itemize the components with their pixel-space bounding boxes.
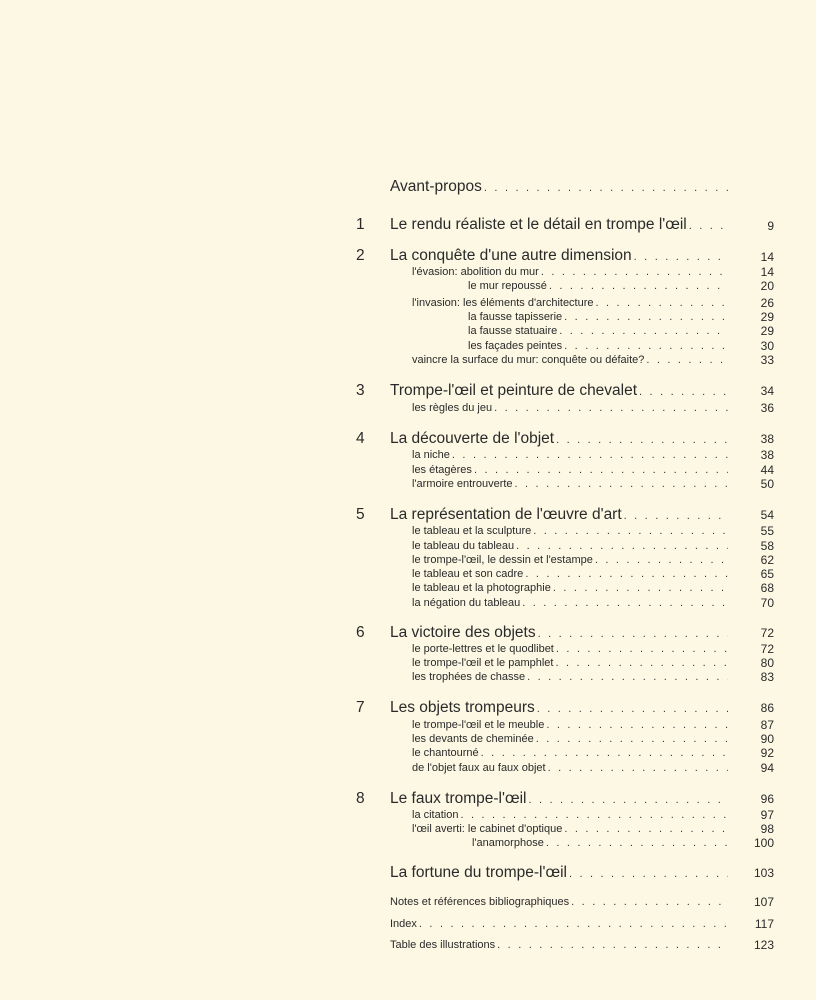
chapter-number: 8 [356, 790, 365, 807]
toc-chapter-4[interactable] [390, 430, 728, 448]
toc-section[interactable]: le trompe-l'œil et le pamphlet . . . [412, 657, 728, 669]
toc-chapter-8[interactable] [390, 790, 728, 808]
page-number: 44 [760, 463, 774, 477]
page-number: 38 [760, 448, 774, 462]
page-number: 50 [760, 477, 774, 491]
toc-section[interactable]: vaincre la surface du mur: conquête ou défaite? . . . [412, 354, 728, 366]
toc-foreword[interactable] [390, 178, 728, 196]
page-number: 14 [760, 265, 774, 279]
toc-section[interactable]: l'invasion: les éléments d'architecture . . . [412, 297, 728, 309]
fortune-title: La fortune du trompe-l'œil [390, 864, 567, 881]
page-number: 80 [760, 656, 774, 670]
page-number: 98 [760, 822, 774, 836]
toc-section[interactable]: le tableau et son cadre . . . [412, 568, 728, 580]
page-number: 14 [760, 250, 774, 264]
toc-section[interactable]: la niche . . . [412, 449, 728, 461]
chapter-title: La conquête d'une autre dimension [390, 247, 632, 264]
page-number: 72 [760, 642, 774, 656]
toc-section[interactable]: de l'objet faux au faux objet . . . [412, 762, 728, 774]
page-number: 72 [760, 626, 774, 640]
page-number: 117 [754, 917, 774, 931]
chapter-number: 1 [356, 216, 365, 233]
toc-section[interactable]: la citation . . . [412, 809, 728, 821]
toc-section[interactable]: les façades peintes . . . [468, 340, 728, 352]
page-number: 36 [760, 401, 774, 415]
toc-index[interactable]: Index . . . [390, 918, 728, 930]
page-number: 54 [760, 508, 774, 522]
toc-section[interactable]: le tableau et la sculpture . . . [412, 525, 728, 537]
chapter-number: 2 [356, 247, 365, 264]
page-number: 34 [760, 384, 774, 398]
chapter-title: Les objets trompeurs [390, 699, 535, 716]
page-number: 20 [760, 279, 774, 293]
page-number: 83 [760, 670, 774, 684]
page-number: 96 [760, 792, 774, 806]
toc-chapter-7[interactable] [390, 699, 728, 717]
page-number: 29 [760, 324, 774, 338]
toc-section[interactable]: les étagères . . . [412, 464, 728, 476]
toc-section[interactable]: la fausse statuaire . . . [468, 325, 728, 337]
toc-section[interactable]: l'armoire entrouverte . . . [412, 478, 728, 490]
toc-illustrations[interactable]: Table des illustrations . . . [390, 939, 728, 951]
page-number: 86 [760, 701, 774, 715]
chapter-title: Le rendu réaliste et le détail en trompe l'œil [390, 216, 687, 233]
toc-chapter-6[interactable] [390, 624, 728, 642]
toc-chapter-3[interactable] [390, 382, 728, 400]
toc-section[interactable]: l'anamorphose . . . [472, 837, 728, 849]
toc-foreword-title: Avant-propos [390, 178, 482, 195]
toc-section[interactable]: les devants de cheminée . . . [412, 733, 728, 745]
toc-section[interactable]: l'œil averti: le cabinet d'optique . . . [412, 823, 728, 835]
chapter-title: Le faux trompe-l'œil [390, 790, 527, 807]
toc-section[interactable]: le tableau du tableau . . . [412, 540, 728, 552]
chapter-number: 4 [356, 430, 365, 447]
page-number: 70 [760, 596, 774, 610]
toc-fortune[interactable] [390, 864, 728, 882]
toc-section[interactable]: la fausse tapisserie . . . [468, 311, 728, 323]
page-number: 26 [760, 296, 774, 310]
page-number: 38 [760, 432, 774, 446]
page-number: 65 [760, 567, 774, 581]
chapter-number: 7 [356, 699, 365, 716]
page-number: 103 [753, 866, 774, 880]
page-number: 100 [753, 836, 774, 850]
page-number: 92 [760, 746, 774, 760]
chapter-title: La victoire des objets [390, 624, 536, 641]
toc-section[interactable]: l'évasion: abolition du mur . . . [412, 266, 728, 278]
page-number: 62 [760, 553, 774, 567]
toc-chapter-1[interactable] [390, 216, 728, 234]
toc-section[interactable]: les trophées de chasse . . . [412, 671, 728, 683]
chapter-number: 5 [356, 506, 365, 523]
chapter-title: La découverte de l'objet [390, 430, 555, 447]
toc-section[interactable]: la négation du tableau . . . [412, 597, 728, 609]
chapter-number: 6 [356, 624, 365, 641]
chapter-title: La représentation de l'œuvre d'art [390, 506, 622, 523]
page-number: 29 [760, 310, 774, 324]
page-number: 9 [767, 219, 774, 233]
page-number: 94 [760, 761, 774, 775]
chapter-title: Trompe-l'œil et peinture de chevalet [390, 382, 638, 399]
toc-section[interactable]: le mur repoussé . . . [468, 280, 728, 292]
page-number: 90 [760, 732, 774, 746]
page-number: 55 [760, 524, 774, 538]
toc-section[interactable]: le trompe-l'œil et le meuble . . . [412, 719, 728, 731]
toc-section[interactable]: le chantourné . . . [412, 747, 728, 759]
page-number: 68 [760, 581, 774, 595]
page-number: 58 [760, 539, 774, 553]
toc-section[interactable]: le trompe-l'œil, le dessin et l'estampe . . . [412, 554, 728, 566]
page-number: 33 [760, 353, 774, 367]
toc-section[interactable]: le tableau et la photographie . . . [412, 582, 728, 594]
chapter-number: 3 [356, 382, 365, 399]
page-number: 87 [760, 718, 774, 732]
page-number: 123 [753, 938, 774, 952]
page-number: 30 [760, 339, 774, 353]
toc-chapter-2[interactable] [390, 247, 728, 265]
toc-section[interactable]: le porte-lettres et le quodlibet . . . [412, 643, 728, 655]
toc-notes[interactable]: Notes et références bibliographiques . . . [390, 896, 728, 908]
toc-chapter-5[interactable] [390, 506, 728, 524]
toc-section[interactable]: les règles du jeu . . . [412, 402, 728, 414]
page-number: 107 [753, 895, 774, 909]
page-number: 97 [760, 808, 774, 822]
